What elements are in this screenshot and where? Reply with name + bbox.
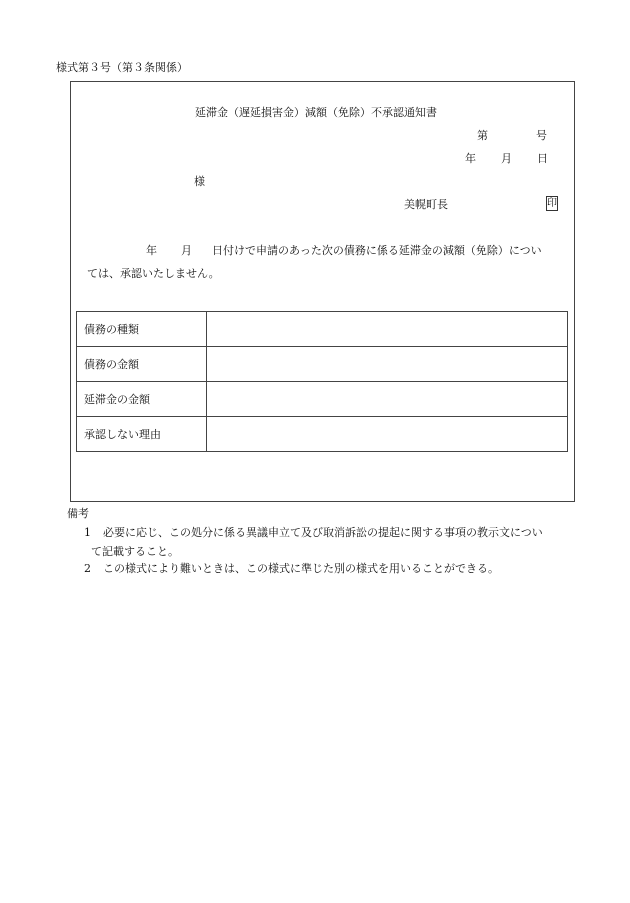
remark-2-text: この様式により難いときは、この様式に準じた別の様式を用いることができる。: [103, 562, 499, 575]
remarks-heading: 備考: [67, 507, 89, 520]
remark-item-2: [84, 563, 499, 574]
date-day: 日: [537, 152, 548, 165]
table-row: [77, 382, 568, 417]
table-row: [77, 347, 568, 382]
row-label-debt-type: 債務の種類: [77, 312, 207, 347]
remark-item-1-continuation: て記載すること。: [91, 545, 179, 558]
row-value-debt-amount: [207, 347, 568, 382]
seal-mark: 印: [547, 198, 557, 209]
date-year: 年: [465, 152, 476, 165]
issuer-name: 美幌町長: [404, 198, 448, 211]
document-title: 延滞金（遅延損害金）減額（免除）不承認通知書: [195, 106, 437, 119]
date-month: 月: [501, 152, 512, 165]
remark-2-number: 2: [84, 562, 91, 575]
detail-table: [76, 311, 568, 452]
row-value-debt-type: [207, 312, 568, 347]
body-text-line-1: [146, 245, 542, 256]
remark-1-number: 1: [84, 526, 91, 539]
remark-item-1: [84, 527, 543, 538]
row-label-rejection-reason: 承認しない理由: [77, 417, 207, 452]
body-year: 年: [146, 244, 157, 257]
document-number-line: [477, 130, 547, 141]
number-prefix: 第: [477, 129, 488, 142]
body-month: 月: [181, 244, 192, 257]
row-label-debt-amount: 債務の金額: [77, 347, 207, 382]
row-value-late-fee-amount: [207, 382, 568, 417]
addressee-suffix: 様: [194, 175, 205, 188]
body-text-line-2: ては、承認いたしません。: [87, 267, 220, 280]
row-value-rejection-reason: [207, 417, 568, 452]
row-label-late-fee-amount: 延滞金の金額: [77, 382, 207, 417]
form-label: 様式第３号（第３条関係）: [56, 61, 188, 74]
document-date-line: [465, 153, 548, 164]
remark-1-text: 必要に応じ、この処分に係る異議申立て及び取消訴訟の提起に関する事項の教示文につい: [103, 526, 543, 539]
body-line1-text: 日付けで申請のあった次の債務に係る延滞金の減額（免除）につい: [212, 244, 542, 257]
number-suffix: 号: [536, 129, 547, 142]
table-row: [77, 417, 568, 452]
table-row: [77, 312, 568, 347]
